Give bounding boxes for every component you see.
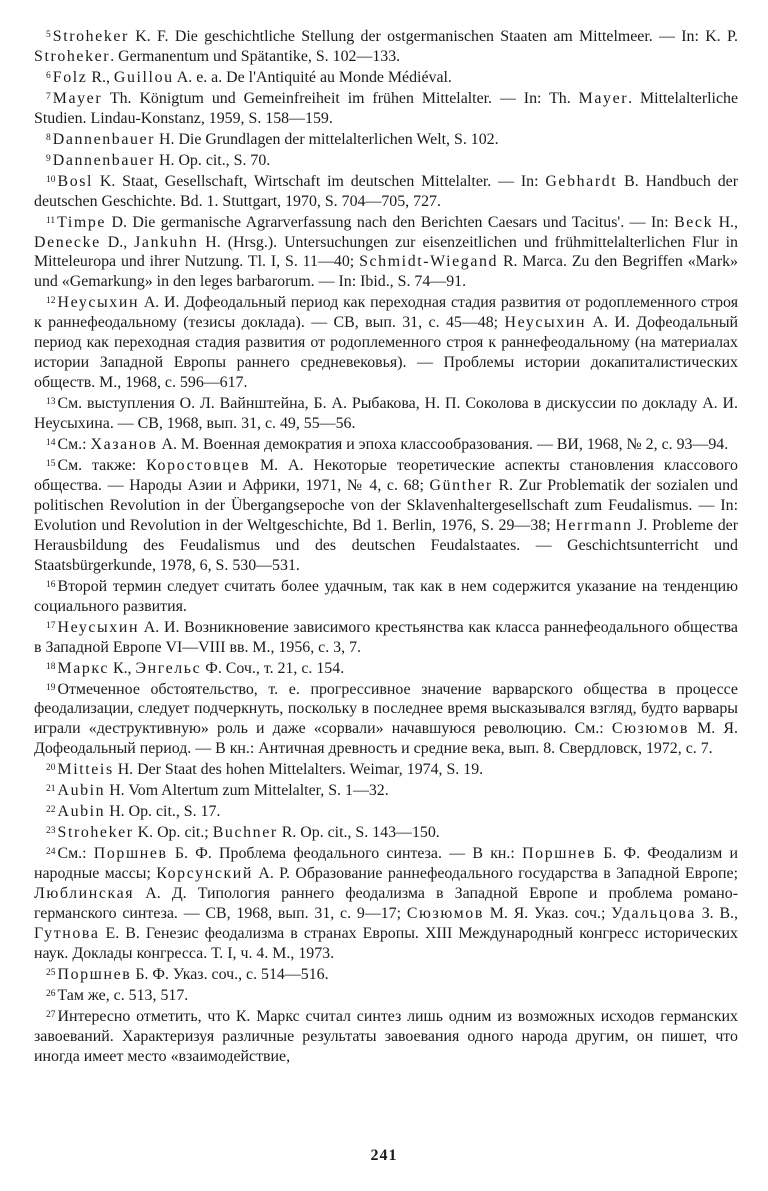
footnote-text: . Germanentum und Spätantike, S. 102—133. [110, 47, 401, 65]
page-number: 241 [370, 1147, 398, 1164]
footnote [34, 292, 738, 393]
footnote-text: Е. В. Генезис феодализма в странах Европы. XIII Международный конгресс исторических наук. Доклады конгресса. Т. I, ч. 4. М., 1973. [34, 924, 738, 962]
footnote-text: Второй термин следует считать более удачным, так как в нем содержится указание на тенденцию социального развития. [34, 577, 738, 615]
author-name: Неусыхин [504, 314, 587, 332]
footnote-text: Там же, с. 513, 517. [57, 986, 189, 1004]
footnote [34, 150, 738, 171]
footnote-number: 25 [46, 967, 56, 978]
footnote-text: А. И. Дофеодальный период как переходная стадия развития от родоплеменного строя к раннефеодальному (тезисы доклада). — СВ, вып. 31, с. 45—48; [34, 294, 738, 332]
author-name: Поршнев [93, 845, 168, 863]
footnote-text: H., [713, 213, 738, 231]
author-name: Хазанов [90, 436, 158, 454]
footnote-text: См.: [57, 845, 94, 863]
author-name: Неусыхин [57, 618, 140, 636]
footnote-text: Б. Ф. Указ. соч., с. 514—516. [131, 965, 329, 983]
footnote-text: K. Staat, Gesellschaft, Wirtschaft im deutschen Mittelalter. — In: [93, 172, 546, 190]
footnote-text: См. выступления О. Л. Вайнштейна, Б. А. Рыбакова, Н. П. Соколова в дискуссии по докладу А. И. Неусыхина. — СВ, 1968, вып. 31, с. 49, 55—56. [34, 395, 738, 433]
footnote-text: H. Op. cit., S. 17. [105, 803, 221, 821]
footnote [34, 759, 738, 780]
footnote [34, 658, 738, 679]
footnote-number: 21 [46, 784, 56, 795]
footnote [34, 1006, 738, 1067]
footnote-number: 19 [46, 682, 56, 693]
footnote-text: R. Zur Problematik der sozialen und politischen Revolution in der Übergangsepoche von der Sklavenhaltergesellschaft zum Feudalismus. — In: Evolution und Revolution in der Weltgeschichte, Bd 1. Berlin, 1976, S. 29—38; [34, 476, 738, 534]
footnote [34, 434, 738, 455]
footnote [34, 455, 738, 576]
footnote-number: 14 [46, 438, 56, 449]
author-name: Timpe [57, 213, 107, 231]
footnote-text: Отмеченное обстоятельство, т. е. прогрессивное значение варварского общества в процессе феодализации, следует подчеркнуть, поскольку в последнее время высказывался взгляд, будто варвары играли «деструктивную» роль и даже «сорвали» начавшуюся революцию. См.: [34, 680, 738, 738]
author-name: Поршнев [522, 845, 596, 863]
footnote-number: 20 [46, 763, 56, 774]
footnote-text: А. И. Возникновение зависимого крестьянства как класса раннефеодального общества в Западной Европе VI—VIII вв. М., 1956, с. 3, 7. [34, 618, 738, 656]
footnote-text: М. Я. Дофеодальный период. — В кн.: Античная древность и средние века, вып. 8. Свердловск, 1972, с. 7. [34, 720, 738, 758]
footnote-text: М. А. Некоторые теоретические аспекты становления классового общества. — Народы Азии и Африки, 1971, № 4, с. 68; [34, 457, 738, 494]
footnote [34, 843, 738, 964]
footnote-text: A. e. a. De l'Antiquité au Monde Médiéval. [173, 68, 452, 86]
footnote-number: 22 [46, 805, 56, 816]
footnote [34, 617, 738, 658]
footnote-text: H. Vom Altertum zum Mittelalter, S. 1—32. [105, 782, 389, 800]
author-name: Маркс [57, 659, 110, 677]
author-name: Поршнев [57, 965, 132, 983]
author-name: Энгельс [135, 659, 202, 677]
footnote-number: 11 [46, 215, 56, 226]
footnote [34, 393, 738, 434]
author-name: Stroheker [52, 28, 129, 45]
footnote-number: 7 [46, 91, 51, 102]
footnote-number: 8 [46, 132, 51, 143]
author-name: Buchner [212, 824, 278, 842]
footnote-number: 26 [46, 988, 56, 999]
footnote-text: H. Die Grundlagen der mittelalterlichen Welt, S. 102. [155, 130, 499, 148]
footnote [34, 801, 738, 822]
author-name: Сюзюмов [611, 720, 689, 738]
author-name: Denecke [34, 233, 101, 251]
author-name: Beck [674, 213, 714, 231]
footnote [34, 679, 738, 760]
author-name: Schmidt-Wiegand [359, 253, 499, 271]
footnote [34, 171, 738, 212]
footnote [34, 88, 738, 129]
footnote-text: К., [109, 659, 136, 677]
footnote-number: 6 [46, 70, 51, 81]
footnote [34, 129, 738, 150]
author-name: Guillou [113, 68, 174, 86]
footnote-number: 24 [46, 847, 56, 858]
footnote-text: А. Р. Образование раннефеодального государства в Западной Европе; [253, 865, 738, 883]
author-name: Корсунский [156, 865, 254, 883]
footnote [34, 26, 738, 67]
footnote-text: K. F. Die geschichtliche Stellung der ostgermanischen Staaten am Mittelmeer. — In: K. P. [128, 28, 738, 45]
footnote-text: R., [87, 68, 114, 86]
footnote-number: 15 [46, 459, 56, 470]
footnote-text: . Mittelalterliche Studien. Lindau-Konstanz, 1959, S. 158—159. [34, 89, 739, 127]
footnote-number: 10 [46, 174, 56, 185]
author-name: Люблинская [34, 885, 135, 903]
footnote-number: 17 [46, 620, 56, 631]
footnote-text: H. Op. cit., S. 70. [155, 151, 271, 169]
footnotes-list [34, 26, 738, 1067]
author-name: Stroheker [57, 824, 134, 842]
footnote-text: Th. Königtum und Gemeinfreiheit im frühen Mittelalter. — In: Th. [102, 89, 579, 107]
footnote-number: 9 [46, 153, 51, 164]
author-name: Bosl [57, 172, 94, 190]
author-name: Mitteis [57, 761, 114, 779]
footnote-text: K. Op. cit.; [133, 824, 213, 842]
footnote-text: М. Я. Указ. соч.; [483, 904, 612, 922]
footnote-number: 23 [46, 826, 56, 837]
author-name: Gebhardt [545, 172, 618, 190]
footnote-number: 5 [46, 30, 51, 40]
footnote-text: R. Marca. Zu den Begriffen «Mark» und «Gemarkung» in den leges barbarorum. — In: Ibid., S. 74—91. [34, 253, 739, 291]
footnote-text: См. также: [57, 457, 147, 475]
footnote-text: J. Probleme der Herausbildung des Feudalismus und des deutschen Feudalstaates. — Geschichtsunterricht und Staatsbürgerkunde, 1978, 6, S. 530—531. [34, 516, 738, 574]
footnote-text: А. М. Военная демократия и эпоха классообразования. — ВИ, 1968, № 2, с. 93—94. [157, 436, 729, 454]
footnote-text: H. (Hrsg.). Untersuchungen zur eisenzeitlichen und frühmittelalterlichen Flur in Mitteleuropa und ihrer Nutzung. Tl. I, S. 11—40; [34, 233, 738, 271]
footnote [34, 780, 738, 801]
author-name: Stroheker [34, 47, 111, 65]
footnote-number: 27 [46, 1009, 56, 1020]
footnote [34, 985, 738, 1006]
author-name: Dannenbauer [52, 151, 156, 169]
footnote [34, 964, 738, 985]
footnote-text: Ф. Соч., т. 21, с. 154. [201, 659, 345, 677]
footnote [34, 67, 738, 88]
author-name: Folz [52, 68, 88, 86]
footnote-number: 18 [46, 661, 56, 672]
footnote [34, 576, 738, 617]
author-name: Неусыхин [57, 294, 140, 312]
footnote-text: А. Д. Типология раннего феодализма в Западной Европе и проблема романо-германского синтеза. — СВ, 1968, вып. 31, с. 9—17; [34, 885, 738, 922]
author-name: Aubin [57, 782, 106, 800]
footnote [34, 822, 738, 843]
footnote-text: З. В., [695, 904, 738, 922]
author-name: Herrmann [555, 516, 633, 534]
author-name: Удальцова [611, 904, 696, 922]
footnote-number: 16 [46, 579, 56, 590]
author-name: Günther [429, 476, 493, 494]
author-name: Dannenbauer [52, 130, 156, 148]
footnote-text: Интересно отметить, что К. Маркс считал синтез лишь одним из возможных исходов германских завоеваний. Характеризуя различные результаты завоевания одного народа другим, он пишет, что иногда имеет место «взаимодействие, [34, 1007, 738, 1065]
author-name: Jankuhn [134, 233, 199, 251]
footnote-text: D., [100, 233, 135, 251]
author-name: Гутнова [34, 924, 100, 942]
footnote-text: Б. Ф. Проблема феодального синтеза. — В кн.: [167, 845, 523, 863]
footnote-text: D. Die germanische Agrarverfassung nach den Berichten Caesars und Tacitus'. — In: [106, 213, 675, 231]
footnote [34, 212, 738, 293]
author-name: Mayer [578, 89, 629, 107]
footnote-text: А. И. Дофеодальный период как переходная стадия развития от родоплеменного строя к раннефеодальному (на материалах истории Западной Европы раннего средневековья). — Проблемы истории докапиталистических обществ. М., 1968, с. 596—617. [34, 314, 738, 392]
footnote-text: B. Handbuch der deutschen Geschichte. Bd. 1. Stuttgart, 1970, S. 704—705, 727. [34, 172, 738, 210]
footnote-text: Б. Ф. Феодализм и народные массы; [34, 845, 739, 883]
author-name: Сюзюмов [406, 904, 484, 922]
footnote-number: 13 [46, 397, 56, 408]
author-name: Коростовцев [146, 457, 251, 475]
footnote-text: R. Op. cit., S. 143—150. [277, 824, 440, 842]
footnote-text: См.: [57, 436, 91, 454]
author-name: Mayer [52, 89, 103, 107]
footnote-number: 12 [46, 296, 56, 307]
author-name: Aubin [57, 803, 106, 821]
footnote-text: H. Der Staat des hohen Mittelalters. Weimar, 1974, S. 19. [113, 761, 484, 779]
